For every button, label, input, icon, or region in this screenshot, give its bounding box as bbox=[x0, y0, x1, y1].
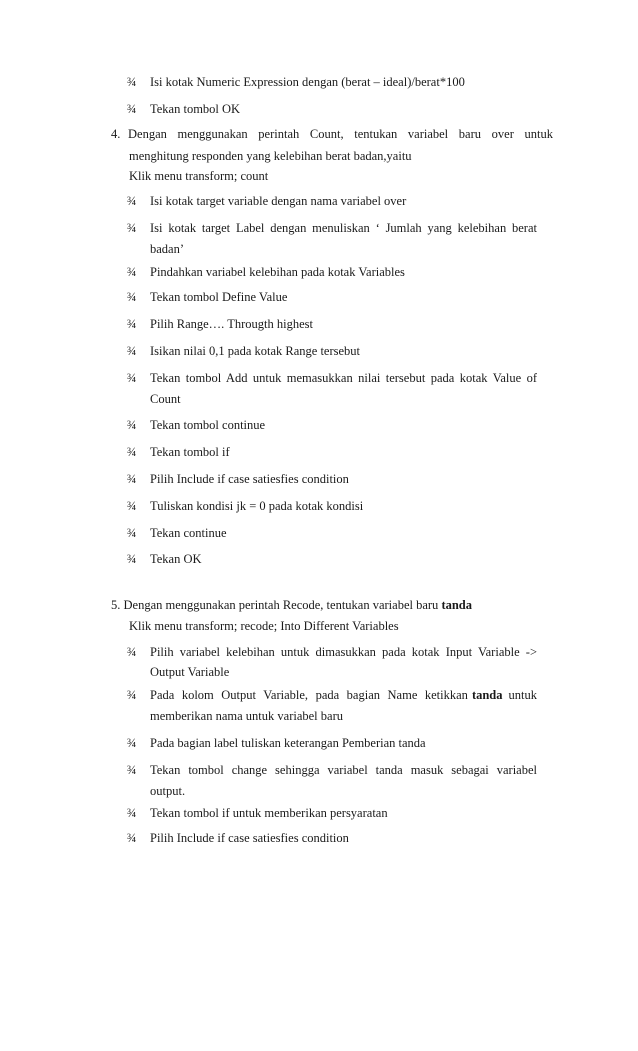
list-item: Isikan nilai 0,1 pada kotak Range tersebut bbox=[150, 344, 361, 358]
list-item: Tekan tombol change sehingga variabel tanda masuk sebagai variabel bbox=[150, 763, 537, 777]
list-item: Tekan tombol Add untuk memasukkan nilai tersebut pada kotak Value of bbox=[150, 371, 537, 385]
list-item bbox=[150, 687, 537, 703]
list-item: Pilih Include if case satiesfies condition bbox=[150, 472, 349, 486]
bullet-icon: ¾ bbox=[127, 526, 137, 540]
list-item-continued: output. bbox=[150, 784, 186, 798]
section-heading: Dengan menggunakan perintah Count, tentukan variabel baru over untuk bbox=[128, 127, 553, 141]
list-item: Isi kotak target Label dengan menuliskan ‘ Jumlah yang kelebihan berat bbox=[150, 221, 537, 235]
menu-instruction: Klik menu transform; count bbox=[129, 169, 269, 183]
menu-instruction: Klik menu transform; recode; Into Different Variables bbox=[129, 619, 399, 633]
list-item-continued: Count bbox=[150, 392, 181, 406]
bullet-icon: ¾ bbox=[127, 806, 137, 820]
list-item: Tekan tombol OK bbox=[150, 102, 241, 116]
bullet-icon: ¾ bbox=[127, 75, 137, 89]
list-item-continued: badan’ bbox=[150, 242, 185, 256]
list-item: Tekan tombol continue bbox=[150, 418, 266, 432]
bullet-icon: ¾ bbox=[127, 221, 137, 235]
list-item: Tekan OK bbox=[150, 552, 202, 566]
variable-name-bold: tanda bbox=[441, 598, 473, 612]
section-heading-text: 5. Dengan menggunakan perintah Recode, tentukan variabel baru bbox=[111, 598, 442, 612]
section-heading bbox=[111, 597, 472, 613]
bullet-icon: ¾ bbox=[127, 552, 137, 566]
bullet-icon: ¾ bbox=[127, 763, 137, 777]
list-item: Pilih Include if case satiesfies condition bbox=[150, 831, 349, 845]
bullet-icon: ¾ bbox=[127, 102, 137, 116]
list-item: Pilih variabel kelebihan untuk dimasukkan pada kotak Input Variable -> bbox=[150, 645, 537, 659]
list-item-text: Pada kolom Output Variable, pada bagian Name ketikkan bbox=[150, 688, 468, 702]
list-item: Tekan tombol Define Value bbox=[150, 290, 288, 304]
list-item: Pindahkan variabel kelebihan pada kotak Variables bbox=[150, 265, 405, 279]
list-item: Tekan tombol if bbox=[150, 445, 230, 459]
section-number: 4. bbox=[111, 127, 121, 141]
bullet-icon: ¾ bbox=[127, 831, 137, 845]
bullet-icon: ¾ bbox=[127, 472, 137, 486]
variable-name-bold: tanda bbox=[471, 688, 503, 702]
list-item: Pilih Range…. Througth highest bbox=[150, 317, 313, 331]
bullet-icon: ¾ bbox=[127, 418, 137, 432]
list-item: Tekan continue bbox=[150, 526, 227, 540]
list-item-text-end: untuk bbox=[508, 688, 537, 702]
bullet-icon: ¾ bbox=[127, 645, 137, 659]
list-item: Tuliskan kondisi jk = 0 pada kotak kondisi bbox=[150, 499, 364, 513]
bullet-icon: ¾ bbox=[127, 445, 137, 459]
bullet-icon: ¾ bbox=[127, 736, 137, 750]
section-heading-continued: menghitung responden yang kelebihan berat badan,yaitu bbox=[129, 149, 412, 163]
list-item-continued: Output Variable bbox=[150, 665, 230, 679]
bullet-icon: ¾ bbox=[127, 344, 137, 358]
list-item: Tekan tombol if untuk memberikan persyaratan bbox=[150, 806, 388, 820]
bullet-icon: ¾ bbox=[127, 194, 137, 208]
bullet-icon: ¾ bbox=[127, 290, 137, 304]
bullet-icon: ¾ bbox=[127, 499, 137, 513]
list-item: Isi kotak target variable dengan nama variabel over bbox=[150, 194, 407, 208]
list-item-continued: memberikan nama untuk variabel baru bbox=[150, 709, 343, 723]
bullet-icon: ¾ bbox=[127, 371, 137, 385]
list-item: Isi kotak Numeric Expression dengan (berat – ideal)/berat*100 bbox=[150, 75, 465, 89]
bullet-icon: ¾ bbox=[127, 688, 137, 702]
bullet-icon: ¾ bbox=[127, 265, 137, 279]
bullet-icon: ¾ bbox=[127, 317, 137, 331]
list-item: Pada bagian label tuliskan keterangan Pemberian tanda bbox=[150, 736, 426, 750]
